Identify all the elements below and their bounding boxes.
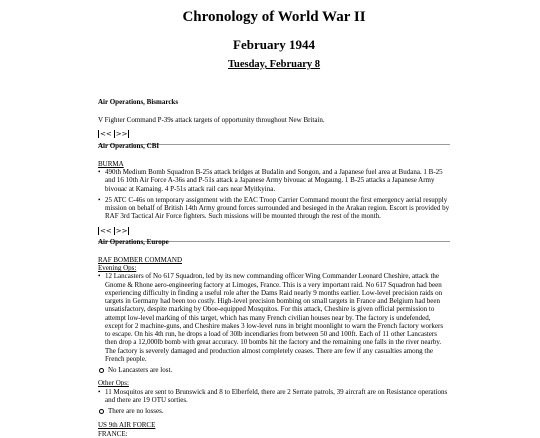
other-ops-label: Other Ops: [98,379,129,388]
list-item: There are no losses. [98,407,450,415]
section-cbi [98,133,450,242]
sub-heading-raf-bomber-command[interactable]: RAF BOMBER COMMAND [98,255,183,264]
list-item: • 12 Lancasters of No 617 Squadron, led by its new commanding officer Wing Commander Leonard Cheshire, attack the Gnome & Rhone aero-engineering factory at Limoges, France. This is a very important raid. No 617 Squadron had been experiencing difficulty in finding a useful role after the Dams Raid nearly 9 months earlier. Low-level precision raids on targets in Germany had been too costly. High-level precision bombing on small targets in France and Belgium had been unsatisfactory, despite marking by Oboe-equipped Mosquitos. For this attack, Cheshire is given official permission to attempt low-level marking of this target, which has many French civilian houses near by. The factory is undefended, except for 2 machine-guns, and Cheshire makes 3 low-level runs in bright moonlight to warn the French factory workers to escape. On his 4th run, he drops a load of 30lb incendiaries from between 50 and 100ft. Each of 11 other Lancasters then drop a 12,000lb bomb with great accuracy. 10 bombs hit the factory and the remaining one falls in the river nearby. The factory is severely damaged and production almost completely ceases. There are few if any casualties among the French people. [98,272,450,363]
list-item: • 25 ATC C-46s on temporary assignment with the EAC Troop Carrier Command mount the first emergency aerial resupply mission on behalf of British 14th Army ground forces surrounded and besieged in the Arakan region. Escort is provided by RAF 3rd Tactical Air Force fighters. Such missions will be mounted through the rest of the month. [98,196,450,221]
section-heading-europe: Air Operations, Europe [98,238,169,247]
prev-button[interactable]: << [100,130,112,139]
evening-ops-label: Evening Ops: [98,264,137,273]
evening-ops-list [98,272,450,363]
cbi-list [98,168,450,221]
prev-button[interactable]: << [100,226,112,235]
section-body-bismarcks: V Fighter Command P-39s attack targets of opportunity throughout New Britain. [98,115,325,124]
page-title: Chronology of World War II [182,9,366,25]
list-item: No Lancasters are lost. [98,366,450,374]
country-label: FRANCE: [98,429,128,438]
next-button[interactable]: >> [115,130,128,139]
section-heading-bismarcks: Air Operations, Bismarcks [98,98,179,107]
other-ops-list [98,388,450,405]
next-button[interactable]: >> [115,226,128,235]
sub-heading-burma[interactable]: BURMA [98,159,124,168]
list-item: • 11 Mosquitos are sent to Brunswick and 8 to Elberfeld, there are 2 Serrate patrols, 39 aircraft are on Resistance operations and there are 19 OTU sorties. [98,388,450,405]
list-item: • 490th Medium Bomb Squadron B-25s attack bridges at Budalin and Songon, and a Japanese fuel area at Budana. 1 B-25 and 16 10th Air Force A-36s and P-51s attack a Japanese Army bivouac at Mogaung. 1 B-25 attacks a Japanese Army bivouac at Kamaing. 4 P-51s attack rail cars near Myitkyina. [98,168,450,193]
page-month: February 1944 [233,36,315,52]
evening-ops-notes [98,366,450,374]
section-heading-cbi: Air Operations, CBI [98,142,160,151]
section-europe [98,226,450,438]
page-day: Tuesday, February 8 [227,59,321,71]
other-ops-notes [98,407,450,415]
sub-heading-us-9th-air-force[interactable]: US 9th AIR FORCE [98,421,156,430]
